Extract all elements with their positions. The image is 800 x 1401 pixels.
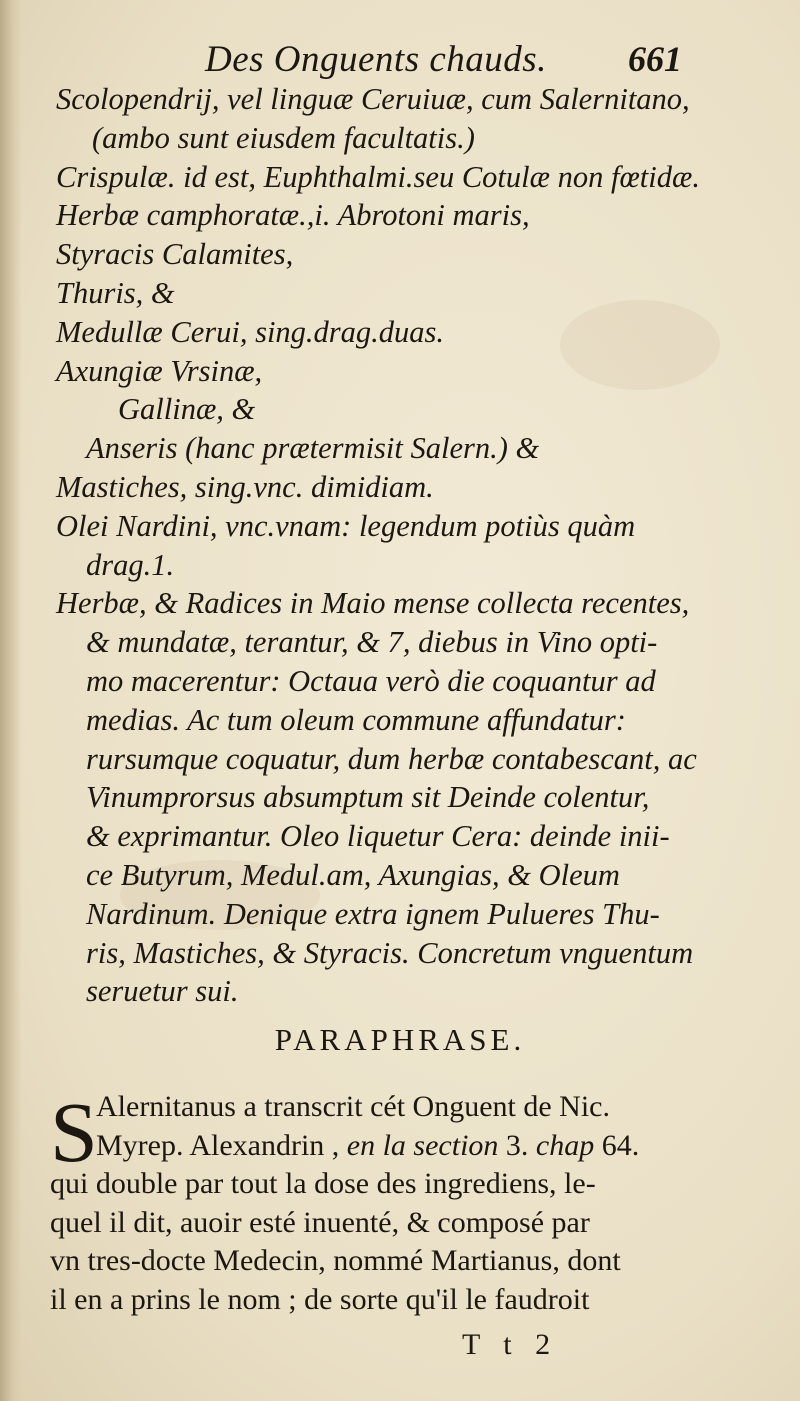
section-heading: PARAPHRASE.: [274, 1022, 526, 1057]
recipe-line: Crispulæ. id est, Euphthalmi.seu Cotulæ non fœtidæ.: [56, 159, 700, 194]
recipe-line: Axungiæ Vrsinæ,: [56, 353, 263, 388]
recipe-line: Herbæ, & Radices in Maio mense collecta recentes,: [56, 586, 690, 621]
recipe-line: ce Butyrum, Medul.am, Axungias, & Oleum: [86, 857, 620, 892]
recipe-line: medias. Ac tum oleum commune affundatur:: [86, 702, 626, 737]
paraphrase-text: Alernitanus a transcrit cét Onguent de Nic.: [96, 1090, 610, 1123]
recipe-line: Medullæ Cerui, sing.drag.duas.: [56, 314, 445, 349]
recipe-line: & exprimantur. Oleo liquetur Cera: deinde inii-: [86, 819, 670, 854]
page-gutter-shadow: [0, 0, 22, 1401]
paraphrase-text-block: [50, 1084, 760, 1319]
paraphrase-text: 64.: [601, 1128, 640, 1162]
recipe-line: & mundatæ, terantur, & 7, diebus in Vino opti-: [86, 625, 658, 660]
recipe-line: mo macerentur: Octaua verò die coquantur ad: [86, 663, 656, 698]
recipe-line: Styracis Calamites,: [56, 237, 294, 272]
paraphrase-line: [50, 1127, 760, 1166]
recipe-line: Herbæ camphoratæ.,i. Abrotoni maris,: [56, 198, 530, 233]
recipe-line: Mastiches, sing.vnc. dimidiam.: [56, 469, 434, 504]
recipe-line: (ambo sunt eiusdem facultatis.): [92, 120, 475, 155]
recipe-line: drag.1.: [86, 547, 175, 582]
paraphrase-line: qui double par tout la dose des ingrediens, le-: [50, 1167, 596, 1200]
page-number: 661: [628, 39, 682, 79]
signature-mark: T t 2: [462, 1328, 559, 1361]
recipe-line: Thuris, &: [56, 275, 175, 310]
drop-cap: S: [50, 1084, 98, 1180]
paraphrase-text: Myrep. Alexandrin ,: [96, 1128, 340, 1162]
paraphrase-text: 3.: [505, 1128, 529, 1162]
recipe-line: ris, Mastiches, & Styracis. Concretum vnguentum: [86, 935, 694, 970]
paraphrase-line: il en a prins le nom ; de sorte qu'il le faudroit: [50, 1282, 590, 1316]
recipe-line: Vinumprorsus absumptum sit Deinde colentur,: [86, 780, 650, 815]
paraphrase-line: quel il dit, auoir esté inuenté, & composé par: [50, 1205, 590, 1239]
recipe-text-block: [56, 80, 746, 1011]
recipe-line: Nardinum. Denique extra ignem Pulueres Thu-: [86, 896, 660, 931]
recipe-line: Scolopendrij, vel linguæ Ceruiuæ, cum Salernitano,: [56, 82, 690, 116]
recipe-line: Anseris (hanc prætermisit Salern.) &: [86, 431, 540, 466]
paraphrase-line: [50, 1088, 760, 1127]
recipe-line: seruetur sui.: [86, 974, 239, 1009]
paraphrase-line: vn tres-docte Medecin, nommé Martianus, dont: [50, 1244, 621, 1277]
recipe-line: rursumque coquatur, dum herbæ contabescant, ac: [86, 741, 697, 776]
running-title: Des Onguents chauds.: [205, 39, 547, 80]
paraphrase-emphasis: en la section: [346, 1128, 499, 1162]
recipe-line: Olei Nardini, vnc.vnam: legendum potiùs quàm: [56, 508, 636, 543]
paraphrase-emphasis: chap: [535, 1128, 595, 1162]
recipe-line: Gallinæ, &: [118, 392, 256, 427]
